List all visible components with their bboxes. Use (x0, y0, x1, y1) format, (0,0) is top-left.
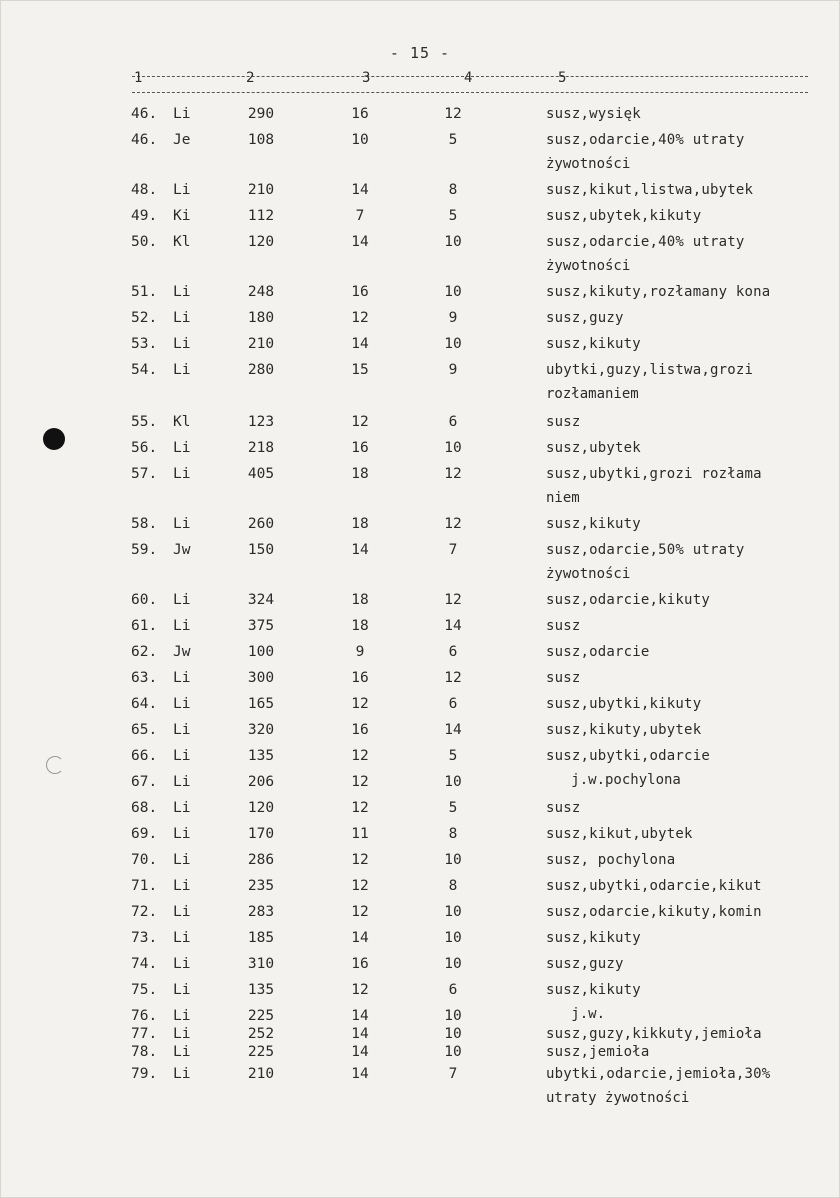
table-row (0, 722, 840, 742)
remark-continuation: j.w. (546, 1006, 606, 1022)
cell-uw: susz,wysięk (546, 106, 641, 122)
cell-wys: 15 (351, 362, 369, 378)
cell-uw: susz,kikuty (546, 982, 641, 998)
cell-no: 67. (131, 774, 158, 790)
cell-no: 64. (131, 696, 158, 712)
cell-sp: Li (173, 592, 191, 608)
table-row (0, 132, 840, 152)
table-row (0, 930, 840, 950)
cell-uw: susz,ubytki,kikuty (546, 696, 702, 712)
cell-kor: 6 (448, 696, 458, 712)
table-row (0, 336, 840, 356)
cell-kor: 12 (444, 106, 462, 122)
cell-wys: 14 (351, 930, 369, 946)
cell-wys: 18 (351, 516, 369, 532)
cell-no: 70. (131, 852, 158, 868)
cell-uw: susz,jemioła (546, 1044, 650, 1060)
cell-no: 66. (131, 748, 158, 764)
cell-obw: 280 (247, 362, 275, 378)
table-row (0, 878, 840, 898)
cell-uw: ubytki,guzy,listwa,grozi (546, 362, 754, 378)
table-row (0, 414, 840, 434)
table-row (0, 440, 840, 460)
cell-wys: 14 (351, 1008, 369, 1024)
cell-no: 49. (131, 208, 158, 224)
cell-uw: susz,kikuty (546, 516, 641, 532)
cell-wys: 12 (351, 904, 369, 920)
cell-wys: 14 (351, 234, 369, 250)
cell-kor: 10 (444, 1008, 462, 1024)
cell-obw: 286 (247, 852, 275, 868)
cell-kor: 10 (444, 1026, 462, 1042)
cell-obw: 165 (247, 696, 275, 712)
cell-wys: 12 (351, 414, 369, 430)
column-number-3: 3 (362, 70, 371, 86)
cell-kor: 6 (448, 644, 458, 660)
cell-sp: Li (173, 774, 191, 790)
cell-sp: Li (173, 362, 191, 378)
cell-uw: susz,kikuty (546, 336, 641, 352)
cell-sp: Li (173, 182, 191, 198)
cell-uw: susz,kikuty,ubytek (546, 722, 702, 738)
cell-no: 52. (131, 310, 158, 326)
cell-no: 75. (131, 982, 158, 998)
cell-uw: susz (546, 414, 581, 430)
table-row (0, 748, 840, 768)
remark-continuation: niem (546, 490, 580, 506)
cell-no: 76. (131, 1008, 158, 1024)
cell-wys: 12 (351, 696, 369, 712)
cell-kor: 8 (448, 826, 458, 842)
cell-sp: Li (173, 852, 191, 868)
cell-obw: 210 (247, 1066, 275, 1082)
cell-kor: 9 (448, 362, 458, 378)
remark-continuation: żywotności (546, 156, 631, 172)
cell-obw: 324 (247, 592, 275, 608)
cell-uw: susz, pochylona (546, 852, 676, 868)
cell-no: 54. (131, 362, 158, 378)
cell-sp: Li (173, 982, 191, 998)
cell-obw: 290 (247, 106, 275, 122)
cell-kor: 5 (448, 132, 458, 148)
cell-kor: 12 (444, 592, 462, 608)
cell-obw: 112 (247, 208, 275, 224)
cell-kor: 10 (444, 774, 462, 790)
cell-kor: 8 (448, 878, 458, 894)
cell-obw: 283 (247, 904, 275, 920)
cell-sp: Li (173, 930, 191, 946)
punch-hole-mark (43, 428, 65, 450)
cell-sp: Li (173, 284, 191, 300)
table-row (0, 362, 840, 382)
cell-sp: Li (173, 1026, 191, 1042)
table-row (0, 234, 840, 254)
table-row (0, 982, 840, 1002)
cell-obw: 210 (247, 336, 275, 352)
cell-uw: susz,odarcie,kikuty,komin (546, 904, 762, 920)
cell-kor: 10 (444, 336, 462, 352)
cell-sp: Li (173, 1008, 191, 1024)
cell-sp: Li (173, 310, 191, 326)
cell-no: 53. (131, 336, 158, 352)
cell-wys: 16 (351, 284, 369, 300)
table-row (0, 592, 840, 612)
cell-uw: susz,ubytki,odarcie (546, 748, 710, 764)
cell-obw: 108 (247, 132, 275, 148)
cell-sp: Kl (173, 234, 191, 250)
cell-obw: 375 (247, 618, 275, 634)
cell-kor: 8 (448, 182, 458, 198)
column-number-1: 1 (134, 70, 143, 86)
cell-no: 55. (131, 414, 158, 430)
cell-obw: 218 (247, 440, 275, 456)
column-number-2: 2 (246, 70, 255, 86)
cell-obw: 248 (247, 284, 275, 300)
cell-sp: Jw (173, 644, 191, 660)
cell-kor: 10 (444, 284, 462, 300)
cell-wys: 18 (351, 618, 369, 634)
cell-wys: 12 (351, 878, 369, 894)
cell-no: 46. (131, 132, 158, 148)
cell-kor: 7 (448, 542, 458, 558)
cell-obw: 252 (247, 1026, 275, 1042)
cell-kor: 6 (448, 414, 458, 430)
cell-sp: Li (173, 440, 191, 456)
table-row (0, 1044, 840, 1064)
cell-no: 74. (131, 956, 158, 972)
cell-obw: 135 (247, 982, 275, 998)
cell-wys: 12 (351, 310, 369, 326)
table-row (0, 696, 840, 716)
column-number-4: 4 (464, 70, 473, 86)
cell-no: 50. (131, 234, 158, 250)
cell-no: 79. (131, 1066, 158, 1082)
table-row (0, 182, 840, 202)
cell-kor: 14 (444, 722, 462, 738)
cell-kor: 12 (444, 466, 462, 482)
cell-no: 71. (131, 878, 158, 894)
cell-kor: 10 (444, 440, 462, 456)
cell-no: 48. (131, 182, 158, 198)
cell-wys: 12 (351, 982, 369, 998)
cell-wys: 14 (351, 1066, 369, 1082)
cell-wys: 16 (351, 670, 369, 686)
cell-sp: Li (173, 722, 191, 738)
cell-uw: susz,guzy (546, 956, 624, 972)
remark-continuation: utraty żywotności (546, 1090, 690, 1106)
cell-sp: Li (173, 1044, 191, 1060)
cell-obw: 170 (247, 826, 275, 842)
cell-obw: 185 (247, 930, 275, 946)
cell-uw: susz,ubytki,odarcie,kikut (546, 878, 762, 894)
cell-no: 69. (131, 826, 158, 842)
cell-no: 62. (131, 644, 158, 660)
cell-obw: 210 (247, 182, 275, 198)
cell-wys: 12 (351, 748, 369, 764)
ring-mark (46, 756, 64, 774)
table-row (0, 1066, 840, 1086)
cell-wys: 14 (351, 1044, 369, 1060)
cell-sp: Je (173, 132, 191, 148)
cell-wys: 16 (351, 440, 369, 456)
cell-uw: susz,kikut,listwa,ubytek (546, 182, 754, 198)
cell-no: 56. (131, 440, 158, 456)
cell-sp: Li (173, 748, 191, 764)
cell-kor: 5 (448, 748, 458, 764)
cell-kor: 6 (448, 982, 458, 998)
cell-wys: 14 (351, 542, 369, 558)
cell-no: 72. (131, 904, 158, 920)
cell-wys: 16 (351, 722, 369, 738)
cell-wys: 14 (351, 336, 369, 352)
cell-sp: Li (173, 670, 191, 686)
cell-sp: Li (173, 696, 191, 712)
cell-obw: 225 (247, 1044, 275, 1060)
cell-obw: 405 (247, 466, 275, 482)
cell-uw: susz,ubytki,grozi rozłama (546, 466, 762, 482)
cell-uw: susz,kikuty (546, 930, 641, 946)
cell-wys: 18 (351, 466, 369, 482)
table-row (0, 542, 840, 562)
cell-kor: 9 (448, 310, 458, 326)
column-number-5: 5 (558, 70, 567, 86)
table-row (0, 826, 840, 846)
cell-wys: 7 (355, 208, 365, 224)
cell-obw: 120 (247, 234, 275, 250)
cell-uw: susz,odarcie,50% utraty (546, 542, 745, 558)
table-row (0, 208, 840, 228)
cell-uw: susz,kikut,ubytek (546, 826, 693, 842)
cell-no: 65. (131, 722, 158, 738)
cell-uw: susz (546, 670, 581, 686)
remark-continuation: j.w.pochylona (546, 772, 681, 788)
cell-kor: 10 (444, 956, 462, 972)
remark-continuation: rozłamaniem (546, 386, 639, 402)
table-row (0, 644, 840, 664)
cell-no: 60. (131, 592, 158, 608)
cell-no: 46. (131, 106, 158, 122)
cell-sp: Li (173, 466, 191, 482)
cell-sp: Li (173, 1066, 191, 1082)
cell-sp: Ki (173, 208, 191, 224)
cell-uw: susz,odarcie (546, 644, 650, 660)
cell-uw: susz,guzy (546, 310, 624, 326)
cell-sp: Li (173, 516, 191, 532)
cell-no: 58. (131, 516, 158, 532)
cell-kor: 5 (448, 800, 458, 816)
table-row (0, 774, 840, 794)
cell-obw: 123 (247, 414, 275, 430)
cell-no: 51. (131, 284, 158, 300)
cell-sp: Li (173, 826, 191, 842)
cell-obw: 320 (247, 722, 275, 738)
cell-wys: 12 (351, 800, 369, 816)
cell-sp: Li (173, 904, 191, 920)
cell-uw: susz (546, 800, 581, 816)
page-number: - 15 - (389, 44, 451, 62)
cell-sp: Li (173, 336, 191, 352)
table-row (0, 516, 840, 536)
table-row (0, 310, 840, 330)
cell-uw: susz,odarcie,40% utraty (546, 234, 745, 250)
cell-obw: 100 (247, 644, 275, 660)
cell-kor: 10 (444, 852, 462, 868)
cell-wys: 10 (351, 132, 369, 148)
cell-no: 73. (131, 930, 158, 946)
table-row (0, 106, 840, 126)
cell-sp: Li (173, 878, 191, 894)
cell-sp: Li (173, 618, 191, 634)
cell-sp: Kl (173, 414, 191, 430)
cell-wys: 12 (351, 852, 369, 868)
cell-uw: susz,ubytek (546, 440, 641, 456)
cell-no: 63. (131, 670, 158, 686)
remark-continuation: żywotności (546, 566, 631, 582)
table-row (0, 904, 840, 924)
cell-wys: 14 (351, 1026, 369, 1042)
table-row (0, 956, 840, 976)
cell-obw: 300 (247, 670, 275, 686)
cell-kor: 10 (444, 234, 462, 250)
cell-wys: 9 (355, 644, 365, 660)
cell-uw: susz,odarcie,kikuty (546, 592, 710, 608)
cell-obw: 120 (247, 800, 275, 816)
cell-kor: 10 (444, 904, 462, 920)
cell-sp: Jw (173, 542, 191, 558)
cell-kor: 12 (444, 670, 462, 686)
cell-uw: susz,guzy,kikkuty,jemioła (546, 1026, 762, 1042)
cell-wys: 18 (351, 592, 369, 608)
cell-no: 57. (131, 466, 158, 482)
header-rule-bottom (132, 92, 808, 93)
cell-obw: 206 (247, 774, 275, 790)
cell-obw: 180 (247, 310, 275, 326)
table-row (0, 670, 840, 690)
cell-kor: 12 (444, 516, 462, 532)
table-row (0, 800, 840, 820)
cell-obw: 225 (247, 1008, 275, 1024)
table-row (0, 618, 840, 638)
cell-uw: susz,kikuty,rozłamany kona (546, 284, 771, 300)
table-row (0, 1008, 840, 1028)
cell-sp: Li (173, 956, 191, 972)
table-row (0, 284, 840, 304)
cell-no: 68. (131, 800, 158, 816)
cell-sp: Li (173, 106, 191, 122)
cell-wys: 12 (351, 774, 369, 790)
cell-kor: 14 (444, 618, 462, 634)
cell-no: 59. (131, 542, 158, 558)
cell-uw: susz (546, 618, 581, 634)
cell-sp: Li (173, 800, 191, 816)
cell-kor: 7 (448, 1066, 458, 1082)
cell-kor: 5 (448, 208, 458, 224)
cell-obw: 260 (247, 516, 275, 532)
table-row (0, 1026, 840, 1046)
table-row (0, 852, 840, 872)
cell-uw: ubytki,odarcie,jemioła,30% (546, 1066, 771, 1082)
cell-wys: 11 (351, 826, 369, 842)
cell-no: 61. (131, 618, 158, 634)
cell-obw: 310 (247, 956, 275, 972)
cell-kor: 10 (444, 930, 462, 946)
cell-wys: 16 (351, 956, 369, 972)
cell-no: 77. (131, 1026, 158, 1042)
cell-kor: 10 (444, 1044, 462, 1060)
cell-no: 78. (131, 1044, 158, 1060)
cell-obw: 135 (247, 748, 275, 764)
remark-continuation: żywotności (546, 258, 631, 274)
cell-obw: 150 (247, 542, 275, 558)
cell-obw: 235 (247, 878, 275, 894)
table-row (0, 466, 840, 486)
cell-uw: susz,ubytek,kikuty (546, 208, 702, 224)
cell-wys: 16 (351, 106, 369, 122)
cell-uw: susz,odarcie,40% utraty (546, 132, 745, 148)
cell-wys: 14 (351, 182, 369, 198)
